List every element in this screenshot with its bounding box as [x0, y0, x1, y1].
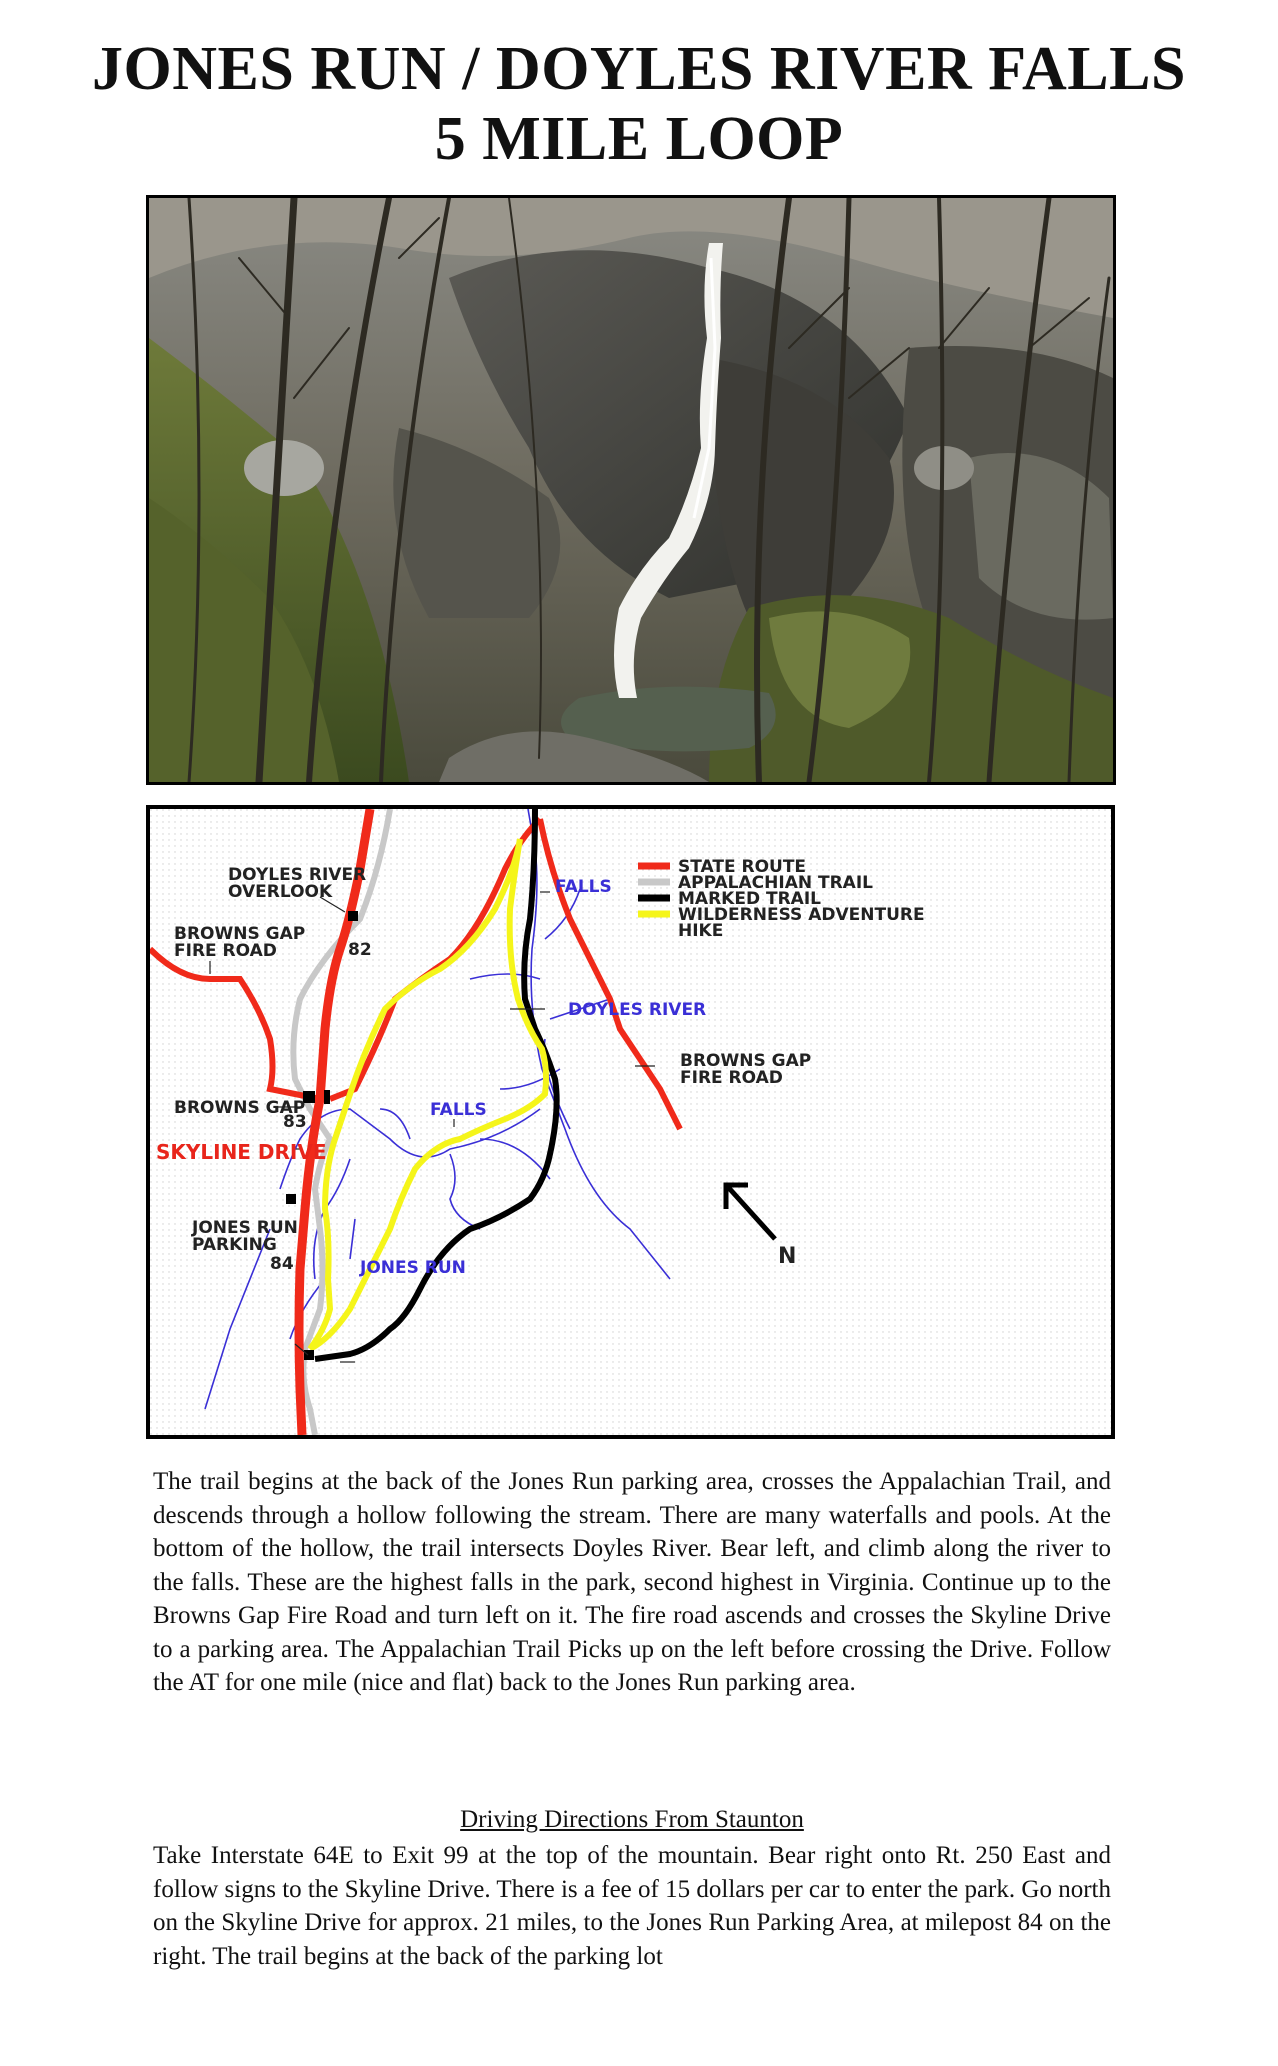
trail-map [146, 805, 1115, 1439]
label-browns-gap-fire-road-east-1: BROWNS GAP [680, 1051, 812, 1071]
label-browns-gap-fire-road-east-2: FIRE ROAD [680, 1068, 783, 1088]
label-browns-gap: BROWNS GAP [174, 1098, 306, 1118]
legend-label-hike: HIKE [678, 921, 724, 941]
label-north: N [778, 1244, 797, 1269]
label-doyles-river-overlook-1: DOYLES RIVER [228, 865, 367, 885]
page-subtitle: 5 MILE LOOP [434, 105, 844, 173]
waterfall-photo [146, 195, 1116, 785]
label-jones-run-parking-1: JONES RUN [192, 1218, 298, 1238]
directions-heading-text: Driving Directions From Staunton [460, 1806, 804, 1833]
label-doyles-river: DOYLES RIVER [568, 1000, 707, 1020]
legend-label-wilderness-adventure: WILDERNESS ADVENTURE [678, 905, 925, 925]
parking-marker [286, 1194, 296, 1204]
milepost-82-marker [348, 911, 358, 921]
label-jones-run: JONES RUN [360, 1258, 466, 1278]
label-doyles-river-overlook-2: OVERLOOK [228, 882, 333, 902]
label-falls-upper: FALLS [555, 877, 612, 897]
driving-directions: Take Interstate 64E to Exit 99 at the top of the mountain. Bear right onto Rt. 250 East and follow signs to the Skyline Drive. There is a fee of 15 dollars per car to enter the park. Go north on the Skyline Drive for approx. 21 miles, to the Jones Run Parking Area, at milepost 84 on the right. The trail begins at the back of the parking lot [153, 1842, 1111, 1970]
label-browns-gap-fire-road-west-2: FIRE ROAD [174, 941, 277, 961]
label-jones-run-parking-2: PARKING [192, 1235, 277, 1255]
label-falls-lower: FALLS [430, 1100, 487, 1120]
page-title: JONES RUN / DOYLES RIVER FALLS [92, 35, 1186, 103]
legend-label-marked-trail: MARKED TRAIL [678, 889, 821, 909]
waterfall-photo-image [149, 198, 1113, 782]
trail-map-svg [150, 809, 1111, 1435]
label-milepost-82: 82 [348, 940, 372, 960]
label-browns-gap-fire-road-west-1: BROWNS GAP [174, 924, 306, 944]
label-milepost-83: 83 [283, 1112, 307, 1132]
legend-label-appalachian-trail: APPALACHIAN TRAIL [678, 873, 873, 893]
label-milepost-84: 84 [270, 1254, 294, 1274]
label-skyline-drive: SKYLINE DRIVE [156, 1140, 327, 1164]
jones-run-parking-marker [304, 1350, 314, 1360]
legend-label-state-route: STATE ROUTE [678, 857, 807, 877]
browns-gap-marker-2 [324, 1090, 330, 1104]
directions-heading [153, 1805, 1111, 1835]
trail-description: The trail begins at the back of the Jones Run parking area, crosses the Appalachian Trail, and descends through a hollow following the stream. There are many waterfalls and pools. At the bottom of the hollow, the trail intersects Doyles River. Bear left, and climb along the river to the falls. These are the highest falls in the park, second highest in Virginia. Continue up to the Browns Gap Fire Road and turn left on it. The fire road ascends and crosses the Skyline Drive to a parking area. The Appalachian Trail Picks up on the left before crossing the Drive. Follow the AT for one mile (nice and flat) back to the Jones Run parking area. [153, 1468, 1111, 1696]
